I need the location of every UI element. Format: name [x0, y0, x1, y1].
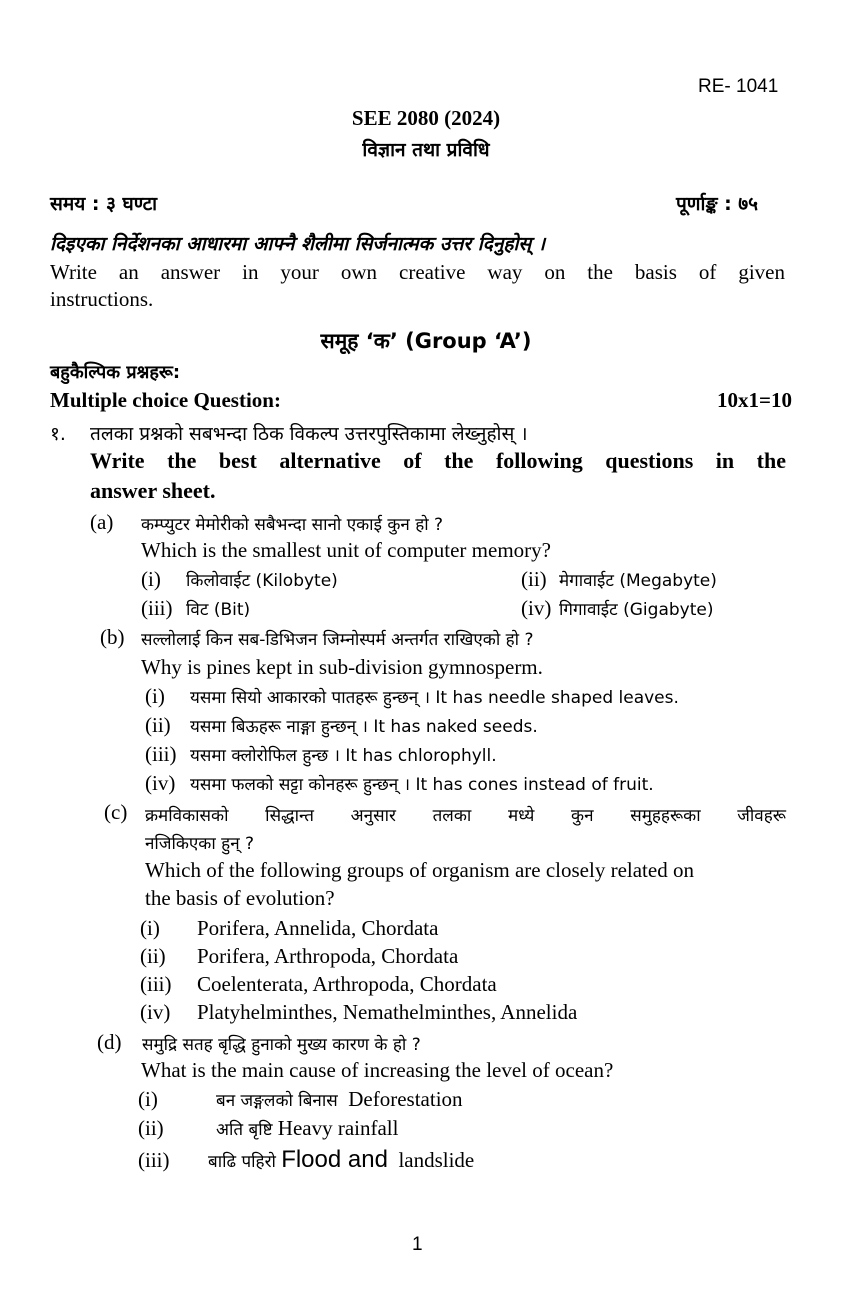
paper-code: RE- 1041 [698, 76, 779, 97]
option-label: (iii) [145, 742, 177, 766]
instruction-nepali: दिइएका निर्देशनका आधारमा आफ्नै शैलीमा सिर्जनात्मक उत्तर दिनुहोस् । [50, 233, 546, 255]
option [521, 596, 713, 621]
option-text-english: Heavy rainfall [277, 1116, 399, 1140]
option-text: Coelenterata, Arthropoda, Chordata [197, 972, 497, 996]
option-label: (iii) [141, 596, 173, 620]
time-allowed: समय : ३ घण्टा [50, 193, 158, 215]
full-marks: पूर्णाङ्क : ७५ [676, 193, 759, 215]
section-title-english: Multiple choice Question: [50, 388, 281, 412]
part-nepali: समुद्रि सतह बृद्धि हुनाको मुख्य कारण के हो ? [142, 1035, 421, 1055]
option [140, 1000, 577, 1025]
option [145, 742, 497, 767]
option-label: (i) [141, 567, 161, 591]
option-label: (iii) [140, 972, 172, 996]
part-english-line2: the basis of evolution? [145, 886, 335, 910]
option-text-nepali: अति बृष्टि [216, 1120, 273, 1140]
part-nepali: कम्प्युटर मेमोरीको सबैभन्दा सानो एकाई कुन हो ? [141, 515, 444, 535]
question-english-line2: answer sheet. [90, 478, 216, 503]
option-label: (ii) [138, 1116, 164, 1140]
option-text: यसमा सियो आकारको पातहरू हुन्छन् । It has needle shaped leaves. [190, 688, 679, 708]
option-text-english-small: landslide [398, 1148, 475, 1172]
part-nepali-line1: क्रमविकासको सिद्धान्त अनुसार तलका मध्ये कुन समुहहरूका जीवहरू [145, 806, 786, 826]
option-text: Platyhelminthes, Nemathelminthes, Annelida [197, 1000, 578, 1024]
part-english: What is the main cause of increasing the level of ocean? [141, 1058, 614, 1082]
section-title-nepali: बहुकैल्पिक प्रश्नहरू: [50, 362, 181, 383]
option-text: गिगावाईट (Gigabyte) [559, 600, 714, 620]
instruction-english-line1: Write an answer in your own creative way on the basis of given [50, 260, 785, 284]
option-text: यसमा क्लोरोफिल हुन्छ । It has chlorophyll. [190, 746, 497, 766]
instruction-english-line2: instructions. [50, 287, 154, 311]
option-label: (iv) [521, 596, 552, 620]
option-label: (iii) [138, 1148, 170, 1172]
subject-title: विज्ञान तथा प्रविधि [362, 139, 490, 161]
exam-title: SEE 2080 (2024) [351, 106, 501, 130]
part-label: (a) [90, 510, 114, 534]
part-english-line1: Which of the following groups of organism are closely related on [145, 858, 694, 882]
option [138, 1116, 398, 1141]
option-label: (ii) [521, 567, 547, 591]
question-number: १. [50, 423, 66, 445]
option [141, 596, 250, 621]
option [140, 916, 438, 941]
part-label: (d) [97, 1030, 122, 1054]
option [521, 567, 717, 592]
group-title: समूह ‘क’ (Group ‘A’) [320, 329, 532, 353]
option [140, 944, 458, 969]
option-label: (i) [138, 1087, 158, 1111]
option-text-english: Flood and [281, 1146, 388, 1173]
part-nepali-line2: नजिकिएका हुन् ? [145, 834, 255, 854]
part-english: Why is pines kept in sub-division gymnosperm. [141, 655, 543, 679]
option-text: किलोवाईट (Kilobyte) [186, 571, 338, 591]
option [145, 684, 679, 709]
option-text: Porifera, Arthropoda, Chordata [197, 944, 459, 968]
option-text: Porifera, Annelida, Chordata [197, 916, 439, 940]
option-text: यसमा बिऊहरू नाङ्गा हुन्छन् । It has naked seeds. [190, 717, 538, 737]
option [138, 1146, 474, 1174]
option [141, 567, 338, 592]
option-text: विट (Bit) [186, 600, 251, 620]
option-text-nepali: बन जङ्गलको बिनास [216, 1091, 338, 1111]
option [140, 972, 497, 997]
part-label: (b) [100, 625, 125, 649]
option-text: यसमा फलको सट्टा कोनहरू हुन्छन् । It has cones instead of fruit. [190, 775, 654, 795]
option-label: (ii) [145, 713, 171, 737]
option [145, 713, 538, 738]
question-english-line1: Write the best alternative of the following questions in the [90, 448, 786, 473]
option-text-english: Deforestation [348, 1087, 463, 1111]
question-nepali: तलका प्रश्नको सबभन्दा ठिक विकल्प उत्तरपुस्तिकामा लेख्नुहोस् । [90, 423, 528, 445]
option [145, 771, 654, 796]
part-nepali: सल्लोलाई किन सब-डिभिजन जिम्नोस्पर्म अन्तर्गत राखिएको हो ? [141, 630, 534, 650]
option-label: (i) [140, 916, 160, 940]
option-text: मेगावाईट (Megabyte) [559, 571, 717, 591]
part-label: (c) [104, 800, 128, 824]
section-marks: 10x1=10 [717, 388, 792, 412]
part-english: Which is the smallest unit of computer memory? [141, 538, 551, 562]
option-label: (ii) [140, 944, 166, 968]
option-label: (iv) [145, 771, 176, 795]
option-text-nepali: बाढि पहिरो [208, 1152, 276, 1172]
option-label: (iv) [140, 1000, 171, 1024]
page-number: 1 [412, 1234, 423, 1255]
option [138, 1087, 463, 1112]
option-label: (i) [145, 684, 165, 708]
